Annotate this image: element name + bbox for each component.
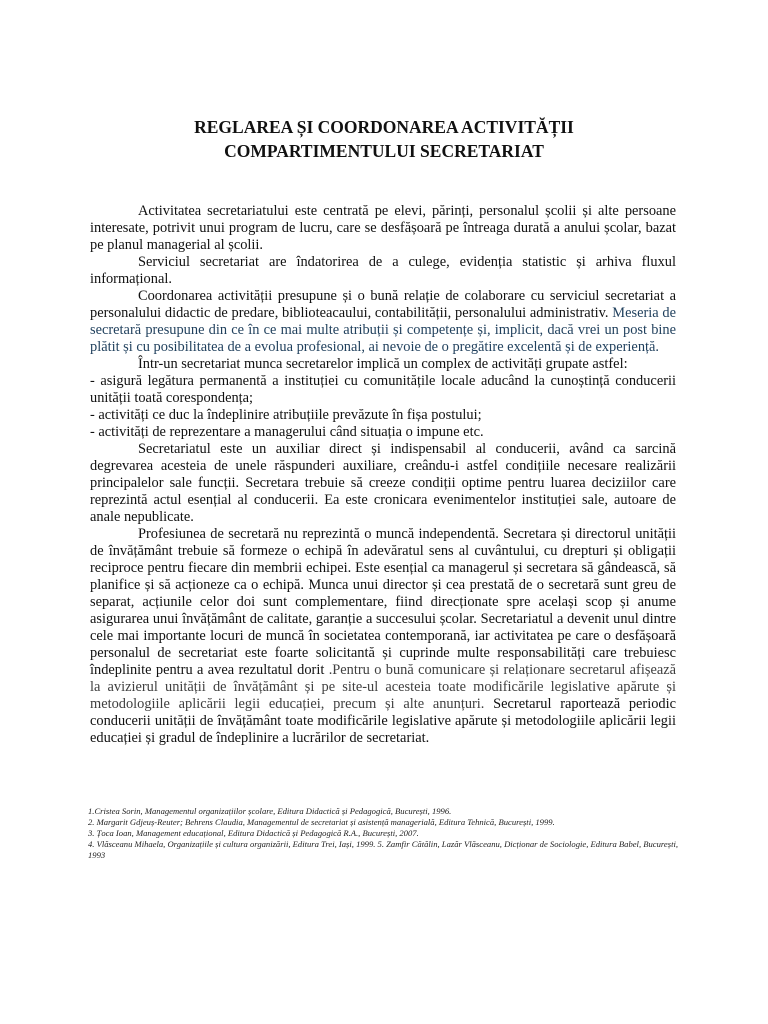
communication-text: .Pentru o bună comunicare și relaționare secretarul afișează la avizierul unității de învățământ și pe site-ul acesteia toate modificările legislative apărute și metodologiile aplicării legii educației, precum și alte anunțuri.	[90, 662, 676, 712]
bullet-item: - activități de reprezentare a managerului când situația o impune etc.	[90, 424, 484, 440]
paragraph-activities: Într-un secretariat munca secretarelor implică un complex de activități grupate astfel:	[138, 356, 628, 372]
footnote-item: 4. Vlăsceanu Mihaela, Organizațiile și cultura organizării, Editura Trei, Iași, 1999. 5. Zamfir Cătălin, Lazăr Vlăsceanu, Dicționar de Sociologie, Editura Babel, București, 1993	[88, 839, 679, 860]
document-title	[0, 115, 768, 163]
bullet-item: - activități ce duc la îndeplinire atribuțiile prevăzute în fișa postului;	[90, 407, 482, 423]
title-line-2: COMPARTIMENTULUI SECRETARIAT	[224, 141, 544, 161]
paragraph-service: Serviciul secretariat are îndatorirea de a culege, evidenția statistic și arhiva fluxul informațional.	[90, 254, 676, 287]
footnote-item: 2. Margarit Gdjeuș-Reuter; Behrens Claudia, Managementul de secretariat și asistență managerială, Editura Tehnică, București, 1999.	[88, 817, 555, 827]
reporting-text: Secretarul raportează periodic conducerii unității de învățământ toate modificările legislative apărute și metodologiile aplicării legii educației și gradul de îndeplinire a lucrărilor de secretariat.	[90, 696, 676, 746]
coordination-text: Coordonarea activității presupune și o bună relație de colaborare cu serviciul secretariat a personalului didactic de predare, biblioteacaului, contabilității, personalului administrativ.	[90, 288, 676, 321]
paragraph-coordination	[90, 288, 676, 356]
paragraph-auxiliary: Secretariatul este un auxiliar direct și indispensabil al conducerii, având ca sarcină degrevarea acesteia de unele răspunderi auxiliare, creându-i astfel condițiile necesare realizării principalelor sale funcții. Secretara trebuie să creeze condiții optime pentru luarea deciziilor care reprezintă actul esențial al conducerii. Ea este cronicara evenimentelor instituției sale, autoare de anale nepublicate.	[90, 441, 676, 525]
footnotes	[88, 806, 678, 861]
title-line-1: REGLAREA ȘI COORDONAREA ACTIVITĂȚII	[194, 117, 574, 137]
paragraph-profession	[90, 526, 676, 747]
footnote-item: 3. Țoca Ioan, Management educațional, Editura Didactică și Pedagogică R.A., București, 2007.	[88, 828, 419, 838]
profession-text: Meseria de secretară presupune din ce în ce mai multe atribuții și competențe și, implicit, dacă vrei un post bine plătit și cu posibilitatea de a evolua profesional, ai nevoie de o pregătire excelentă și de experiență.	[90, 305, 676, 355]
footnote-item: 1.Cristea Sorin, Managementul organizațiilor școlare, Editura Didactică și Pedagogică, București, 1996.	[88, 806, 452, 816]
bullet-item: - asigură legătura permanentă a instituției cu comunitățile locale aducând la cunoștință conducerii unității toată corespondența;	[90, 373, 676, 406]
paragraph-intro: Activitatea secretariatului este centrată pe elevi, părinți, personalul școlii și alte persoane interesate, potrivit unui program de lucru, care se desfășoară pe întreaga durată a anului școlar, bazat pe planul managerial al școlii.	[90, 203, 676, 253]
document-body	[90, 203, 676, 747]
profession-main-text: Profesiunea de secretară nu reprezintă o muncă independentă. Secretara și directorul unității de învățământ trebuie să formeze o echipă în adevăratul sens al cuvântului, cu drepturi și obligații reciproce pentru fiecare din membrii echipei. Este esențial ca managerul și secretara să gândească, să planifice și să acționeze ca o echipă. Munca unui director și cea prestată de o secretară sunt greu de separat, acțiunile celor doi sunt complementare, fiind direcționate spre același scop și anume asigurarea unui învățământ de calitate, garanție a succesului școlar. Secretariatul a devenit unul dintre cele mai importante locuri de muncă în societatea contemporană, iar activitatea pe care o desfășoară personalul de secretariat este foarte solicitantă și cuprinde multe responsabilități care trebuiesc îndeplinite pentru a avea rezultatul dorit	[90, 526, 676, 678]
